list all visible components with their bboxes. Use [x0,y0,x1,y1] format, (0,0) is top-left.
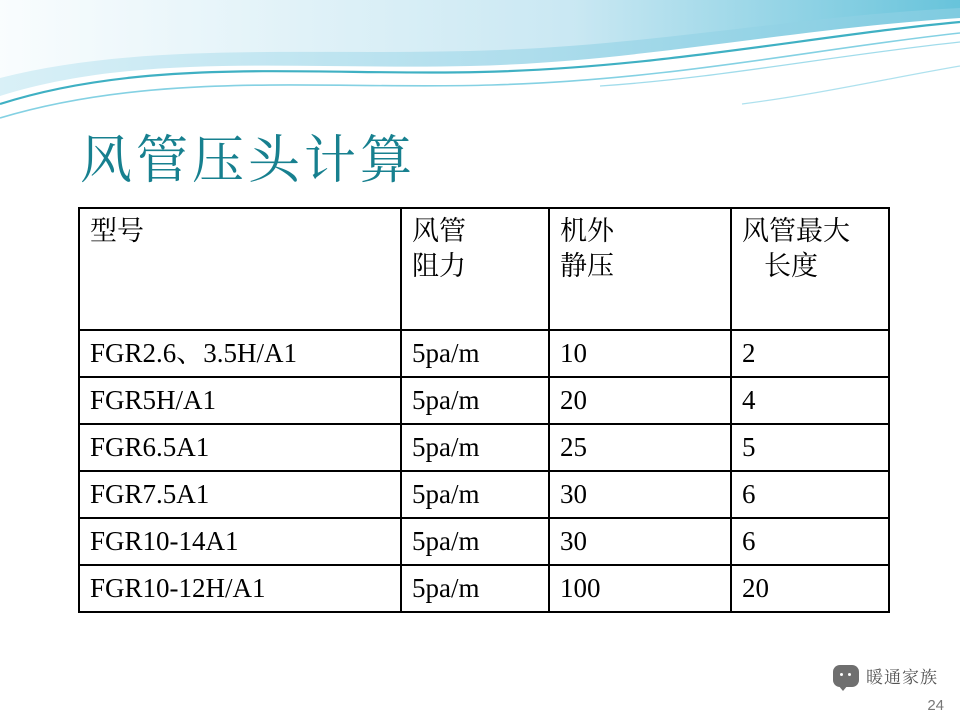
page-title: 风管压头计算 [80,133,417,190]
table-row [79,565,889,612]
cell-duct-resistance: 5pa/m [401,330,549,377]
cell-duct-resistance: 5pa/m [401,424,549,471]
page-number: 24 [927,697,944,714]
cell-model: FGR2.6、3.5H/A1 [79,330,401,377]
cell-max-duct-length: 6 [731,518,889,565]
cell-max-duct-length: 4 [731,377,889,424]
table-row [79,377,889,424]
table [78,207,890,613]
table-row [79,518,889,565]
column-header-max-duct-length [731,208,889,330]
column-header-model-line1: 型号 [90,216,144,246]
table-row [79,471,889,518]
cell-model: FGR10-12H/A1 [79,565,401,612]
wechat-icon [833,665,859,687]
cell-model: FGR7.5A1 [79,471,401,518]
cell-external-static-pressure: 20 [549,377,731,424]
cell-max-duct-length: 20 [731,565,889,612]
table-body [79,330,889,612]
duct-pressure-table [78,207,888,613]
column-header-external-static-pressure [549,208,731,330]
column-header-external-static-pressure-line2: 静压 [560,251,614,282]
cell-external-static-pressure: 25 [549,424,731,471]
table-row [79,424,889,471]
cell-duct-resistance: 5pa/m [401,518,549,565]
column-header-max-duct-length-line2: 长度 [764,251,818,282]
cell-external-static-pressure: 30 [549,471,731,518]
column-header-max-duct-length-line1: 风管最大 [742,216,850,246]
cell-duct-resistance: 5pa/m [401,565,549,612]
cell-model: FGR6.5A1 [79,424,401,471]
cell-model: FGR10-14A1 [79,518,401,565]
header-decoration [0,0,960,130]
column-header-duct-resistance-line1: 风管 [412,216,466,246]
column-header-model [79,208,401,330]
column-header-external-static-pressure-line1: 机外 [560,216,614,246]
cell-duct-resistance: 5pa/m [401,377,549,424]
footer-watermark [833,663,938,688]
cell-external-static-pressure: 100 [549,565,731,612]
cell-model: FGR5H/A1 [79,377,401,424]
cell-duct-resistance: 5pa/m [401,471,549,518]
cell-max-duct-length: 6 [731,471,889,518]
cell-max-duct-length: 2 [731,330,889,377]
cell-external-static-pressure: 10 [549,330,731,377]
table-header-row [79,208,889,330]
footer-logo-label: 暖通家族 [866,668,938,687]
cell-external-static-pressure: 30 [549,518,731,565]
table-row [79,330,889,377]
cell-max-duct-length: 5 [731,424,889,471]
column-header-duct-resistance [401,208,549,330]
column-header-duct-resistance-line2: 阻力 [412,251,466,282]
